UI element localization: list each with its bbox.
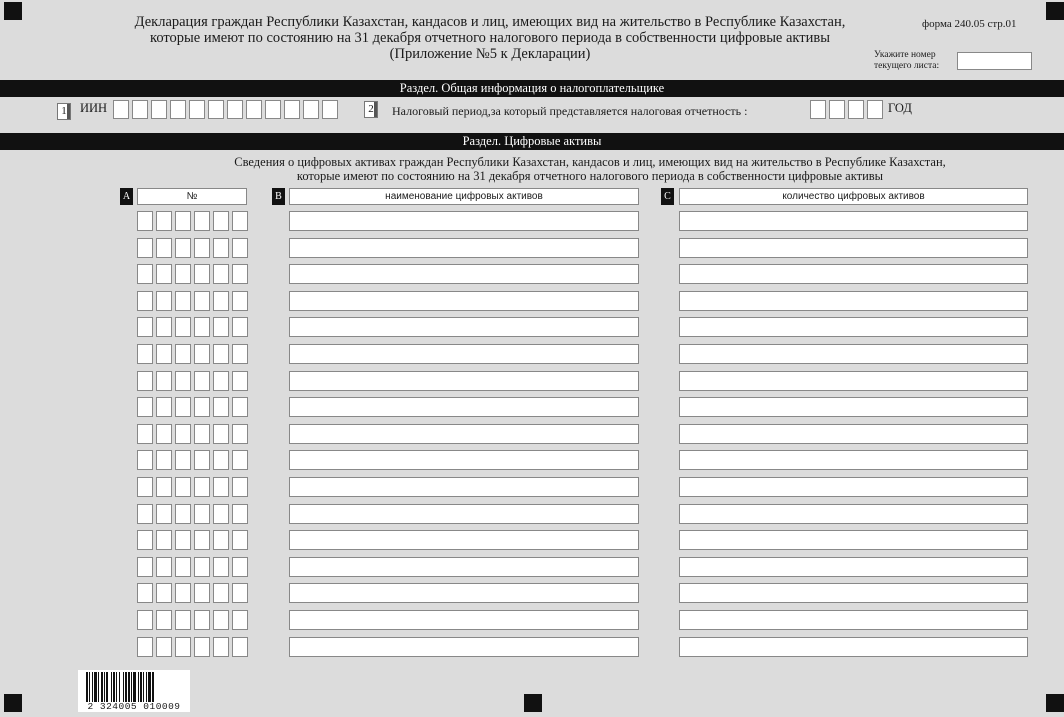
description-line-2: которые имеют по состоянию на 31 декабря отчетного налогового периода в собственности цифровые активы: [296, 169, 884, 183]
iin-cell[interactable]: [113, 100, 129, 119]
row-number-cell[interactable]: [156, 610, 172, 630]
table-row: [0, 211, 1064, 231]
row-number-cell[interactable]: [137, 264, 153, 284]
table-row: [0, 477, 1064, 497]
row-number-cell[interactable]: [194, 583, 210, 603]
row-number-cell[interactable]: [232, 504, 248, 524]
tax-period-label: Налоговый период,за который представляется налоговая отчетность :: [392, 104, 748, 118]
row-number-cell[interactable]: [232, 291, 248, 311]
row-number-cell[interactable]: [156, 397, 172, 417]
row-number-cells: [137, 583, 251, 603]
row-number-cell[interactable]: [213, 238, 229, 258]
asset-quantity-input[interactable]: [679, 610, 1028, 630]
row-number-cell[interactable]: [175, 397, 191, 417]
row-number-cell[interactable]: [194, 637, 210, 657]
row-number-cell[interactable]: [137, 450, 153, 470]
column-c-badge: C: [661, 188, 674, 205]
row-number-cell[interactable]: [213, 477, 229, 497]
table-row: [0, 557, 1064, 577]
row-number-cell[interactable]: [213, 344, 229, 364]
row-number-cell[interactable]: [175, 344, 191, 364]
asset-name-input[interactable]: [289, 530, 639, 550]
row-number-cell[interactable]: [232, 477, 248, 497]
iin-cell[interactable]: [227, 100, 243, 119]
row-number-cell[interactable]: [137, 637, 153, 657]
asset-name-input[interactable]: [289, 397, 639, 417]
row-number-cell[interactable]: [156, 557, 172, 577]
row-number-cell[interactable]: [213, 317, 229, 337]
row-number-cell[interactable]: [213, 371, 229, 391]
table-row: [0, 291, 1064, 311]
table-row: [0, 238, 1064, 258]
asset-name-input[interactable]: [289, 291, 639, 311]
iin-input-cells: [113, 100, 341, 119]
asset-quantity-input[interactable]: [679, 557, 1028, 577]
row-number-cell[interactable]: [175, 637, 191, 657]
row-number-cell[interactable]: [232, 317, 248, 337]
registration-marker-bottom-left: [4, 694, 22, 712]
table-row: [0, 450, 1064, 470]
iin-label: ИИН: [80, 101, 108, 115]
row-number-cell[interactable]: [175, 557, 191, 577]
asset-quantity-input[interactable]: [679, 238, 1028, 258]
row-number-cell[interactable]: [194, 211, 210, 231]
row-number-cell[interactable]: [213, 583, 229, 603]
asset-name-input[interactable]: [289, 264, 639, 284]
asset-name-input[interactable]: [289, 557, 639, 577]
iin-cell[interactable]: [208, 100, 224, 119]
asset-quantity-input[interactable]: [679, 424, 1028, 444]
asset-quantity-input[interactable]: [679, 583, 1028, 603]
row-number-cell[interactable]: [213, 610, 229, 630]
table-row: [0, 344, 1064, 364]
iin-cell[interactable]: [322, 100, 338, 119]
asset-name-input[interactable]: [289, 504, 639, 524]
row-number-cells: [137, 477, 251, 497]
row-number-cell[interactable]: [137, 530, 153, 550]
row-number-cell[interactable]: [213, 397, 229, 417]
row-number-cell[interactable]: [194, 504, 210, 524]
row-number-cell[interactable]: [175, 450, 191, 470]
row-number-cells: [137, 264, 251, 284]
row-number-cells: [137, 504, 251, 524]
row-number-cell[interactable]: [213, 637, 229, 657]
field-1-number-badge: 1: [57, 103, 71, 120]
row-number-cell[interactable]: [175, 583, 191, 603]
row-number-cell[interactable]: [137, 610, 153, 630]
sheet-number-label-line-1: Укажите номер: [874, 50, 936, 60]
row-number-cell[interactable]: [156, 211, 172, 231]
row-number-cell[interactable]: [156, 344, 172, 364]
sheet-number-label-line-2: текущего листа:: [874, 61, 940, 71]
asset-name-input[interactable]: [289, 610, 639, 630]
asset-quantity-input[interactable]: [679, 291, 1028, 311]
asset-quantity-input[interactable]: [679, 530, 1028, 550]
column-a-badge: A: [120, 188, 133, 205]
asset-name-input[interactable]: [289, 238, 639, 258]
row-number-cell[interactable]: [232, 610, 248, 630]
form-title-line-3: (Приложение №5 к Декларации): [389, 46, 591, 62]
year-label: ГОД: [888, 101, 912, 115]
row-number-cell[interactable]: [213, 264, 229, 284]
asset-quantity-input[interactable]: [679, 450, 1028, 470]
row-number-cell[interactable]: [156, 317, 172, 337]
row-number-cell[interactable]: [175, 238, 191, 258]
row-number-cell[interactable]: [137, 504, 153, 524]
row-number-cells: [137, 317, 251, 337]
registration-marker-bottom-center: [524, 694, 542, 712]
asset-name-input[interactable]: [289, 450, 639, 470]
row-number-cell[interactable]: [175, 291, 191, 311]
iin-cell[interactable]: [189, 100, 205, 119]
row-number-cell[interactable]: [194, 238, 210, 258]
row-number-cell[interactable]: [213, 450, 229, 470]
table-row: [0, 583, 1064, 603]
sheet-number-label: [874, 50, 939, 72]
row-number-cell[interactable]: [156, 530, 172, 550]
row-number-cell[interactable]: [175, 504, 191, 524]
row-number-cell[interactable]: [232, 637, 248, 657]
row-number-cells: [137, 450, 251, 470]
table-row: [0, 610, 1064, 630]
row-number-cell[interactable]: [137, 291, 153, 311]
form-title: [120, 14, 860, 62]
row-number-cells: [137, 530, 251, 550]
row-number-cell[interactable]: [175, 477, 191, 497]
row-number-cell[interactable]: [156, 450, 172, 470]
row-number-cell[interactable]: [156, 291, 172, 311]
row-number-cell[interactable]: [232, 264, 248, 284]
row-number-cell[interactable]: [175, 424, 191, 444]
row-number-cell[interactable]: [175, 317, 191, 337]
row-number-cell[interactable]: [213, 424, 229, 444]
year-cell[interactable]: [867, 100, 883, 119]
iin-cell[interactable]: [170, 100, 186, 119]
year-cell[interactable]: [829, 100, 845, 119]
asset-name-input[interactable]: [289, 424, 639, 444]
description-line-1: Сведения о цифровых активах граждан Республики Казахстан, кандасов и лиц, имеющих вид на жительство в Республике Казахстан,: [234, 155, 946, 169]
section-digital-assets-header: Раздел. Цифровые активы: [0, 133, 1064, 150]
table-row: [0, 637, 1064, 657]
tax-year-input-cells: [810, 100, 886, 119]
row-number-cell[interactable]: [232, 424, 248, 444]
row-number-cell[interactable]: [194, 371, 210, 391]
form-title-line-2: которые имеют по состоянию на 31 декабря отчетного налогового периода в собственности цифровые активы: [150, 30, 830, 46]
row-number-cell[interactable]: [194, 264, 210, 284]
form-title-line-1: Декларация граждан Республики Казахстан, кандасов и лиц, имеющих вид на жительство в Республике Казахстан,: [134, 14, 846, 30]
row-number-cell[interactable]: [156, 424, 172, 444]
asset-name-input[interactable]: [289, 583, 639, 603]
row-number-cell[interactable]: [194, 557, 210, 577]
row-number-cell[interactable]: [232, 397, 248, 417]
table-row: [0, 424, 1064, 444]
table-row: [0, 264, 1064, 284]
row-number-cell[interactable]: [232, 211, 248, 231]
row-number-cell[interactable]: [213, 557, 229, 577]
asset-name-input[interactable]: [289, 637, 639, 657]
row-number-cell[interactable]: [156, 371, 172, 391]
row-number-cell[interactable]: [194, 424, 210, 444]
row-number-cell[interactable]: [175, 371, 191, 391]
row-number-cell[interactable]: [194, 344, 210, 364]
form-code: форма 240.05 стр.01: [922, 18, 1017, 30]
row-number-cells: [137, 397, 251, 417]
asset-quantity-input[interactable]: [679, 344, 1028, 364]
iin-cell[interactable]: [303, 100, 319, 119]
row-number-cell[interactable]: [137, 583, 153, 603]
iin-cell[interactable]: [284, 100, 300, 119]
column-c-header: количество цифровых активов: [679, 188, 1028, 205]
row-number-cell[interactable]: [156, 504, 172, 524]
row-number-cell[interactable]: [194, 530, 210, 550]
table-row: [0, 397, 1064, 417]
section-general-info-header: Раздел. Общая информация о налогоплательщике: [0, 80, 1064, 97]
row-number-cell[interactable]: [175, 264, 191, 284]
row-number-cell[interactable]: [232, 344, 248, 364]
registration-marker-bottom-right: [1046, 694, 1064, 712]
row-number-cell[interactable]: [175, 610, 191, 630]
iin-cell[interactable]: [132, 100, 148, 119]
column-a-header: №: [137, 188, 247, 205]
row-number-cell[interactable]: [194, 397, 210, 417]
row-number-cell[interactable]: [137, 424, 153, 444]
asset-name-input[interactable]: [289, 211, 639, 231]
row-number-cell[interactable]: [156, 477, 172, 497]
row-number-cell[interactable]: [175, 530, 191, 550]
form-barcode: [78, 670, 190, 712]
row-number-cell[interactable]: [175, 211, 191, 231]
asset-name-input[interactable]: [289, 371, 639, 391]
registration-marker-top-left: [4, 2, 22, 20]
asset-quantity-input[interactable]: [679, 264, 1028, 284]
row-number-cell[interactable]: [137, 397, 153, 417]
row-number-cell[interactable]: [156, 637, 172, 657]
year-cell[interactable]: [848, 100, 864, 119]
row-number-cell[interactable]: [137, 557, 153, 577]
row-number-cells: [137, 291, 251, 311]
row-number-cell[interactable]: [213, 291, 229, 311]
registration-marker-top-right: [1046, 2, 1064, 20]
barcode-icon: [86, 672, 182, 702]
column-b-badge: B: [272, 188, 285, 205]
row-number-cell[interactable]: [213, 530, 229, 550]
row-number-cell[interactable]: [137, 371, 153, 391]
row-number-cells: [137, 371, 251, 391]
row-number-cell[interactable]: [232, 238, 248, 258]
row-number-cell[interactable]: [213, 211, 229, 231]
row-number-cells: [137, 637, 251, 657]
row-number-cells: [137, 211, 251, 231]
row-number-cell[interactable]: [156, 238, 172, 258]
column-b-header: наименование цифровых активов: [289, 188, 639, 205]
row-number-cell[interactable]: [137, 238, 153, 258]
iin-cell[interactable]: [265, 100, 281, 119]
asset-quantity-input[interactable]: [679, 504, 1028, 524]
row-number-cell[interactable]: [156, 583, 172, 603]
row-number-cell[interactable]: [194, 610, 210, 630]
asset-name-input[interactable]: [289, 344, 639, 364]
sheet-number-input[interactable]: [957, 52, 1032, 70]
asset-name-input[interactable]: [289, 317, 639, 337]
field-2-number-badge: 2: [364, 101, 378, 118]
iin-cell[interactable]: [246, 100, 262, 119]
asset-quantity-input[interactable]: [679, 477, 1028, 497]
row-number-cell[interactable]: [137, 477, 153, 497]
digital-assets-description: [150, 155, 1030, 183]
asset-quantity-input[interactable]: [679, 211, 1028, 231]
row-number-cells: [137, 424, 251, 444]
row-number-cell[interactable]: [232, 371, 248, 391]
asset-quantity-input[interactable]: [679, 317, 1028, 337]
table-row: [0, 317, 1064, 337]
asset-quantity-input[interactable]: [679, 371, 1028, 391]
row-number-cells: [137, 238, 251, 258]
row-number-cell[interactable]: [137, 344, 153, 364]
row-number-cells: [137, 344, 251, 364]
row-number-cell[interactable]: [156, 264, 172, 284]
row-number-cell[interactable]: [232, 450, 248, 470]
row-number-cell[interactable]: [213, 504, 229, 524]
table-row: [0, 371, 1064, 391]
row-number-cell[interactable]: [194, 317, 210, 337]
row-number-cell[interactable]: [194, 450, 210, 470]
row-number-cells: [137, 610, 251, 630]
table-row: [0, 504, 1064, 524]
asset-quantity-input[interactable]: [679, 637, 1028, 657]
row-number-cell[interactable]: [194, 291, 210, 311]
asset-name-input[interactable]: [289, 477, 639, 497]
iin-cell[interactable]: [151, 100, 167, 119]
table-row: [0, 530, 1064, 550]
row-number-cell[interactable]: [194, 477, 210, 497]
asset-quantity-input[interactable]: [679, 397, 1028, 417]
row-number-cell[interactable]: [232, 583, 248, 603]
year-cell[interactable]: [810, 100, 826, 119]
row-number-cell[interactable]: [137, 211, 153, 231]
row-number-cell[interactable]: [232, 557, 248, 577]
row-number-cell[interactable]: [137, 317, 153, 337]
row-number-cells: [137, 557, 251, 577]
barcode-number: 2 324005 010009: [87, 701, 181, 712]
row-number-cell[interactable]: [232, 530, 248, 550]
